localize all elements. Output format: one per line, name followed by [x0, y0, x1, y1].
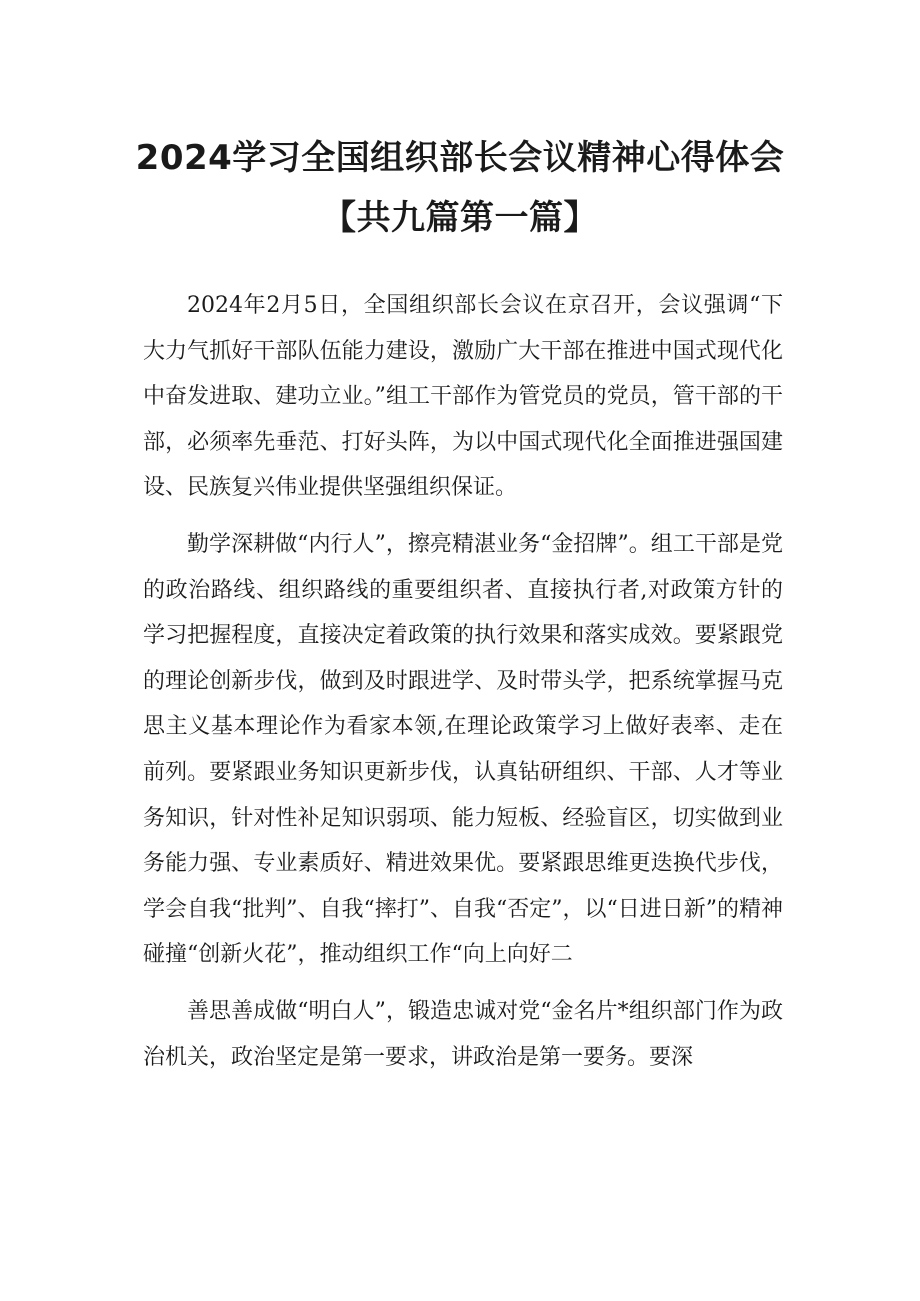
document-title: 2024学习全国组织部长会议精神心得体会: [135, 138, 785, 178]
paragraph-3: 善思善成做“明白人”，锻造忠诚对党“金名片*组织部门作为政治机关，政治坚定是第一要求，讲政治是第一要务。要深: [143, 998, 783, 1070]
paragraph-2: 勤学深耕做“内行人”，擦亮精湛业务“金招牌”。组工干部是党的政治路线、组织路线的重要组织者、直接执行者,对政策方针的学习把握程度，直接决定着政策的执行效果和落实成效。要紧跟党的理论创新步伐，做到及时跟进学、及时带头学，把系统掌握马克思主义基本理论作为看家本领,在理论政策学习上做好表率、走在前列。要紧跟业务知识更新步伐，认真钻研组织、干部、人才等业务知识，针对性补足知识弱项、能力短板、经验盲区，切实做到业务能力强、专业素质好、精进效果优。要紧跟思维更迭换代步伐，学会自我“批判”、自我“摔打”、自我“否定”，以“日进日新”的精神碰撞“创新火花”，推动组织工作“向上向好二: [143, 531, 783, 968]
document-subtitle: 【共九篇第一篇】: [322, 198, 598, 238]
paragraph-1: 2024年2月5日，全国组织部长会议在京召开，会议强调“下大力气抓好干部队伍能力建设，激励广大干部在推进中国式现代化中奋发进取、建功立业。”组工干部作为管党员的党员，管干部的干部，必须率先垂范、打好头阵，为以中国式现代化全面推进强国建设、民族复兴伟业提供坚强组织保证。: [143, 293, 783, 501]
document-body: [143, 283, 783, 1080]
